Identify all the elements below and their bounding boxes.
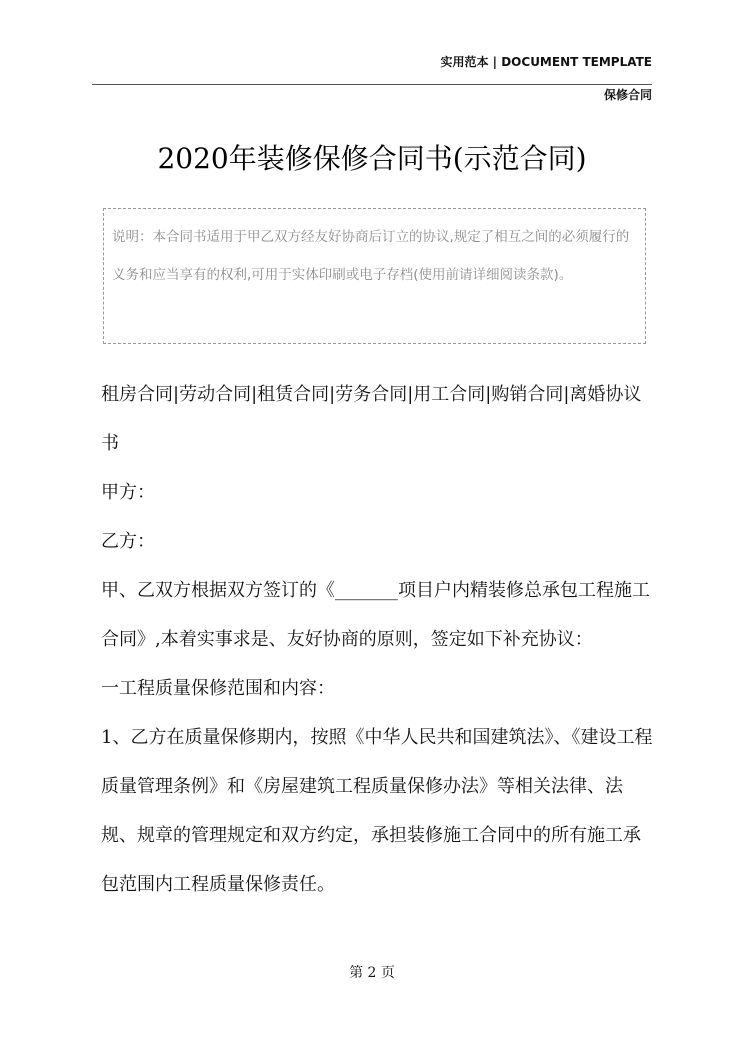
party-b-line: 乙方：	[101, 531, 155, 552]
document-body	[101, 370, 657, 909]
header-doc-template: 实用范本 | DOCUMENT TEMPLATE	[440, 55, 652, 69]
note-box: 说明：本合同书适用于甲乙双方经友好协商后订立的协议,规定了相互之间的必须履行的义务和应当享有的权利,可用于实体印刷或电子存档(使用前请详细阅读条款)。	[103, 208, 646, 344]
related-links: 租房合同|劳动合同|租赁合同|劳务合同|用工合同|购销合同|离婚协议书	[101, 384, 642, 454]
document-title: 2020年装修保修合同书(示范合同)	[157, 142, 587, 175]
clause-paragraph: 1、乙方在质量保修期内，按照《中华人民共和国建筑法》、《建设工程质量管理条例》和《房屋建筑工程质量保修办法》等相关法律、法规、规章的管理规定和双方约定，承担装修施工合同中的所有施工承包范围内工程质量保修责任。	[101, 727, 653, 895]
page-number: 第 2 页	[349, 965, 395, 981]
section-heading: 一工程质量保修范围和内容：	[101, 678, 335, 699]
header-divider	[92, 84, 652, 85]
header-category: 保修合同	[603, 88, 652, 102]
party-a-line: 甲方：	[101, 482, 155, 503]
intro-paragraph: 甲、乙双方根据双方签订的《_______项目户内精装修总承包工程施工合同》,本着实事求是、友好协商的原则，签定如下补充协议：	[101, 580, 650, 650]
